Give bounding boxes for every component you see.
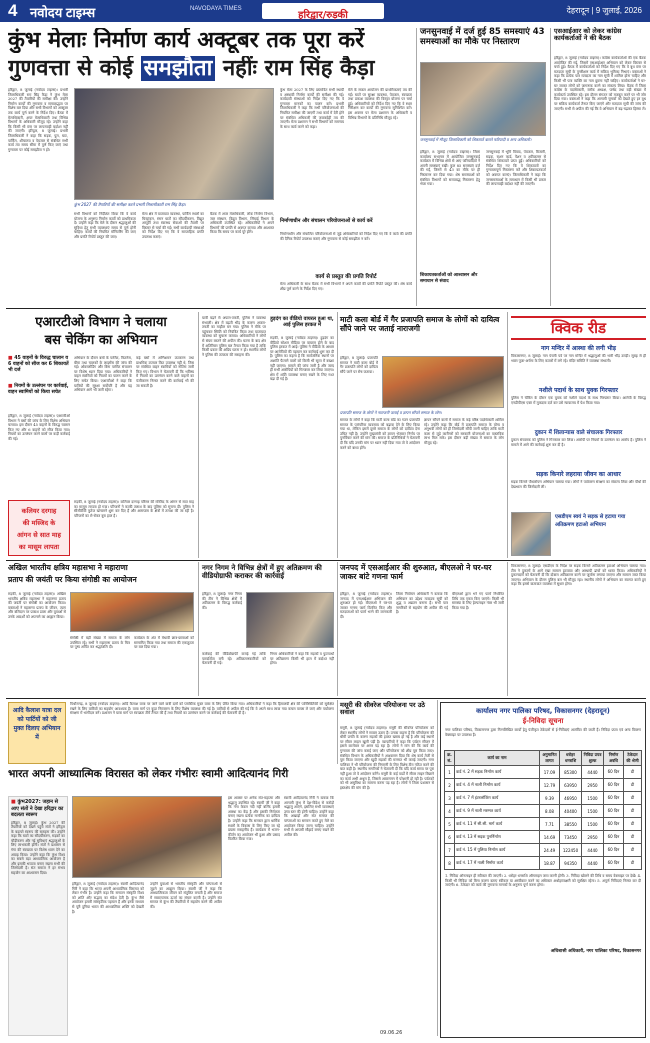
quick-item-4-body: सड़क किनारे पौधारोपण अभियान चलाया गया। लोगों ने पर्यावरण संरक्षण का संकल्प लिया और पौधों की देखभाल की जिम्मेदारी ली।: [511, 480, 646, 489]
mati-column-2: समाज के लोगों ने कहा कि माटी कला बोर्ड का गठन प्रजापति समाज के पारंपरिक व्यवसाय को बढ़ावा देने के लिए किया गया था, लेकिन इसमें दूसरे समाज के लोगों को दायित्व देना उचित नहीं है। उन्होंने मुख्यमंत्री को ज्ञापन भेजकर निर्णय पर पुनर्विचार करने की मांग की। समाज के प्रतिनिधियों ने चेतावनी दी कि यदि उनकी मांग पर ध्यान नहीं दिया गया तो वे आंदोलन करने को बाध्य होंगे।: [340, 418, 420, 450]
section-name: हरिद्वार/रुड़की: [298, 10, 348, 21]
tender-cell: 60 दिन: [604, 844, 624, 857]
section-label: [262, 3, 384, 19]
tender-col-header: ठेकेदार की श्रेणी: [624, 751, 642, 766]
tender-cell: 14.69: [540, 831, 560, 844]
mati-photo: [382, 356, 504, 408]
lead-headline-2: [8, 56, 412, 81]
column-divider: [416, 28, 417, 306]
column-divider: [337, 700, 338, 764]
art-bullet-1: [8, 356, 70, 374]
tender-office: कार्यालय नगर पालिका परिषद, विकासनगर (देहरादून): [476, 707, 610, 715]
bharat-column-4: स्वामी आदित्यानंद गिरी ने बताया कि आगामी कुंभ में देश-विदेश से करोड़ों श्रद्धालु आएंगे, इसलिए सभी व्यवस्थाएं उच्च स्तर की होनी चाहिए। उन्होंने कहा कि अखाड़ों और संत समाज की परंपराओं का सम्मान करते हुए मेले का आयोजन किया जाना चाहिए। उन्होंने सभी से आपसी सौहार्द बनाए रखने की अपील की।: [284, 796, 334, 837]
quick-item-5-body: विकासनगर, 8 जुलाई। एसडीएम के निर्देश पर सड़क किनारे अतिक्रमण हटाओ अभियान चलाया गया। टीम ने दुकानों के आगे रखा सामान हटवाया और अस्थायी ढांचों को ध्वस्त किया। अधिकारियों ने दुकानदारों को चेतावनी दी कि दोबारा अतिक्रमण करने पर जुर्माना लगाया जाएगा और सामान जब्त किया जाएगा। अभियान के दौरान पुलिस बल भी मौजूद रहा। स्थानीय लोगों ने अभियान का स्वागत करते हुए कहा कि इससे यातायात व्यवस्था में सुधार होगा।: [511, 564, 646, 587]
quick-item-3-head: दुकान में शिलान्यास वाले संचालक गिरफ्तार: [534, 430, 623, 436]
masthead: [0, 0, 650, 22]
art-column-1: हरिद्वार, 8 जुलाई (नवोदय टाइम्स)। एआरटीओ विभाग ने बसों की जांच के लिए विशेष अभियान चलाया। इस दौरान 45 वाहनों के विरुद्ध चालान किए गए और 6 वाहनों को सीज किया गया। नियमों का उल्लंघन करने वालों पर कड़ी कार्रवाई की गई।: [8, 414, 70, 441]
tender-cell: 2: [445, 779, 455, 792]
akhil-headline-2: प्रताप की जयंती पर किया संगोष्ठी का आयोजन: [8, 575, 137, 584]
tender-row: [445, 779, 642, 792]
section-rule: [6, 560, 646, 561]
bharat-column-3: इस अवसर पर अनेक संत-महात्मा और श्रद्धालु उपस्थित रहे। स्वामी जी ने कहा कि गंगा केवल नदी नहीं बल्कि हमारी आस्था का केंद्र है और इसकी निर्मलता बनाए रखना प्रत्येक नागरिक का दायित्व है। उन्होंने कहा कि सरकार द्वारा धार्मिक स्थलों के विकास के लिए किए जा रहे प्रयास सराहनीय हैं। कार्यक्रम में भजन-कीर्तन का आयोजन भी हुआ और प्रसाद वितरित किया गया।: [228, 796, 280, 842]
janpad-headline: जनपद में एसआईआर की शुरुआत, बीएलओ ने घर-घर जाकर बांटे गणना फार्म: [340, 563, 492, 581]
bharat-column-2: उन्होंने युवाओं से भारतीय संस्कृति और परंपराओं से जुड़ने का आह्वान किया। स्वामी जी ने कहा कि आध्यात्मिकता जीवन को संतुलित बनाती है और समाज में सकारात्मक ऊर्जा का संचार करती है। उन्होंने संत समाज से कुंभ की तैयारियों में सहयोग करने की अपील की।: [150, 882, 222, 909]
tender-row: [445, 766, 642, 779]
tender-cell: वार्ड नं. 9 में नाली मरम्मत कार्य: [455, 805, 540, 818]
tender-intro: नगर पालिका परिषद, विकासनगर द्वारा निम्नलिखित कार्यों हेतु पंजीकृत ठेकेदारों से ई-निविदाएं आमंत्रित की जाती हैं। निविदा प्रपत्र एवं अन्य विवरण वेबसाइट पर उपलब्ध हैं।: [445, 728, 641, 737]
tender-cell: 18.87: [540, 857, 560, 870]
tender-cell: 17.09: [540, 766, 560, 779]
lead-column-6: मेले के सफल आयोजन की प्राथमिकताएं तय की गईं। घाटों पर सुरक्षा व्यवस्था, पेयजल, स्वच्छता तथा प्रकाश व्यवस्था की विस्तृत योजना पर चर्चा हुई। अधिकारियों को निर्देश दिए गए कि वे स्थल निरीक्षण कर कार्यों की गुणवत्ता सुनिश्चित करें। इस अवसर पर मेला प्रशासन के अधिकारी व विभिन्न विभागों के प्रतिनिधि मौजूद रहे।: [348, 88, 412, 120]
tender-cell: 4440: [582, 857, 604, 870]
tender-cell: 2950: [582, 831, 604, 844]
tender-cell: 3: [445, 792, 455, 805]
tender-cell: 6: [445, 831, 455, 844]
art-bullet-1-text: 45 वाहनों के विरुद्ध चालान व 6 वाहनों को सीज कर 6 शिकायतें भी दर्ज: [8, 356, 69, 373]
paper-sub: NAVODAYA TIMES: [190, 6, 242, 12]
kalior-line-2: की मस्जिद के: [22, 519, 56, 527]
janpad-column-3: बीएलओ द्वारा भरे गए फार्म निर्धारित तिथि तक एकत्र किए जाएंगे। किसी भी समस्या के लिए हेल्पलाइन नंबर भी जारी किया गया है।: [452, 592, 504, 610]
lead-column-8: मेला अधिकारी के साथ बैठक में सभी विभागों ने अपने कार्यों की प्रगति रिपोर्ट प्रस्तुत की। शेष कार्य शीघ्र पूर्ण करने के निर्देश दिए गए।: [280, 282, 412, 291]
tender-title: ई-निविदा सूचना: [522, 717, 564, 725]
akhil-photo: [70, 592, 194, 632]
art-bullet-2-text: नियमों के उल्लंघन पर कार्रवाई, वाहन स्वामियों को किया सचेत: [8, 384, 69, 395]
tender-row: [445, 844, 642, 857]
paper-name: नवोदय टाइम्स: [30, 5, 96, 20]
lead-subhead-4: कार्य से प्रस्तुत की प्रगति रिपोर्ट: [315, 274, 377, 280]
hearing-column-2: जनसुनवाई में भूमि विवाद, पेयजल, बिजली, सड़क, राशन कार्ड, पेंशन व अतिक्रमण से संबंधित शिकायतें प्राप्त हुईं। अधिकारियों को निर्देश दिए गए कि वे शिकायतों का गुणवत्तापूर्ण निस्तारण करें और शिकायतकर्ता को अवगत कराएं। जिलाधिकारी ने कहा कि जनसमस्याओं के समाधान में किसी भी प्रकार की लापरवाही बर्दाश्त नहीं की जाएगी।: [486, 150, 546, 187]
nagar-column-2: कार्रवाई की वीडियोग्राफी कराई गई ताकि पारदर्शिता बनी रहे। अतिक्रमणकारियों को चेतावनी दी गई।: [202, 652, 266, 666]
column-divider: [337, 312, 338, 558]
tender-row: [445, 818, 642, 831]
nagar-headline: नगर निगम ने विभिन्न क्षेत्रों में हुए अतिक्रमण की वीडियोग्राफी कराकर की कार्रवाई: [202, 564, 322, 581]
tender-cell: 4440: [582, 844, 604, 857]
tender-notice: [440, 702, 646, 1038]
tender-cell: डी: [624, 831, 642, 844]
tender-cell: डी: [624, 844, 642, 857]
tender-cell: वार्ड नं. 17 में नाली निर्माण कार्य: [455, 857, 540, 870]
tender-cell: 73450: [560, 831, 582, 844]
tender-cell: वार्ड नं. 13 में सड़क पुनर्निर्माण: [455, 831, 540, 844]
tender-cell: 2950: [582, 779, 604, 792]
tender-col-header: धरोहर धनराशि: [560, 751, 582, 766]
mati-photo-caption: प्रजापति समाज के लोगों ने नाराजगी जताई व ज्ञापन सौंपते समाज के लोग।: [340, 410, 442, 415]
tender-cell: डी: [624, 792, 642, 805]
lead-column-7: निर्माणाधीन और संचालित परियोजनाओं से जुड़े अधिकारियों को निर्देश दिए गए कि वे कार्य की प्रगति की दैनिक रिपोर्ट उपलब्ध कराएं और गुणवत्ता से कोई समझौता न करें।: [280, 232, 412, 241]
bharat-sidebar-body: हरिद्वार, 8 जुलाई। कुंभ 2027 की तैयारियों को देखने पहुंचे संतों ने हरिद्वार के बदलते स्वरूप की सराहना की। उन्होंने कहा कि घाटों का सौंदर्यीकरण, सड़कों का चौड़ीकरण और नई सुविधाएं श्रद्धालुओं के लिए लाभकारी होंगी। संतों ने प्रशासन से गंगा की स्वच्छता पर विशेष ध्यान देने का आग्रह किया। उन्होंने कहा कि कुंभ विश्व का सबसे बड़ा आध्यात्मिक आयोजन है और इसकी भव्यता बनाए रखना सभी की जिम्मेदारी है। संत समाज ने हर संभव सहयोग का आश्वासन दिया।: [11, 820, 65, 876]
kalior-line-1: कलियर दरगाह: [21, 507, 57, 515]
lead-column-3: मेला क्षेत्र में यातायात व्यवस्था, पार्किंग स्थलों का चिन्हांकन, स्नान घाटों का सौंदर्यीकरण, विद्युत आपूर्ति तथा स्वास्थ्य सेवाओं की तैयारी पर विस्तार से चर्चा की गई। सभी कार्यदायी संस्थाओं को निर्देश दिए गए कि वे साप्ताहिक प्रगति उपलब्ध कराएं।: [142, 212, 204, 239]
nagar-photo: [246, 592, 334, 648]
quick-item-1-head: नाग मन्दिर में आस्था की लगी भीड़: [541, 345, 616, 352]
adi-column: पिथौरागढ़, 8 जुलाई (नवोदय टाइम्स)। आदि कैलाश यात्रा पर जाने वाले यात्री दलों को प्लास्टिक मुक्त यात्रा के लिए प्रेरित किया गया। अधिकारियों ने कहा कि हिमालयी क्षेत्र की पारिस्थितिकी को सुरक्षित रखने के लिए यात्रियों का सहयोग आवश्यक है। यात्रा मार्ग पर कूड़ा निस्तारण के लिए विशेष व्यवस्था की गई है। यात्रियों से अपील की गई कि वे अपने साथ लाया गया कचरा वापस ले जाएं और पर्यावरण संरक्षण में भागीदार बनें। प्रशासन ने यात्रा मार्ग पर स्वच्छता टीमें तैनात की हैं तथा नियमों का उल्लंघन करने पर कार्रवाई की चेतावनी दी है।: [70, 702, 334, 716]
sir-headline: एसआईआर को लेकर कांग्रेस कार्यकर्ताओं ने की बैठक: [554, 27, 622, 43]
tender-col-header: अनुमानित लागत: [540, 751, 560, 766]
tender-row: [445, 857, 642, 870]
tender-cell: डी: [624, 805, 642, 818]
mussoorie-column: मसूरी, 8 जुलाई (नवोदय टाइम्स)। मसूरी की सीवरेज परियोजना को लेकर स्थानीय लोगों ने सवाल उठाए हैं। उनका कहना है कि परियोजना की धीमी प्रगति के कारण सड़कों की हालत खराब हो गई है और कई स्थानों पर सीवर लाइन खुली पड़ी है। व्यापारियों ने कहा कि पर्यटन सीजन में इससे कारोबार पर असर पड़ रहा है। लोगों ने मांग की कि कार्य की गुणवत्ता की जांच कराई जाए और परियोजना को शीघ्र पूरा किया जाए। संबंधित विभाग के अधिकारियों ने आश्वासन दिया कि शेष कार्य तेजी से पूरा किया जाएगा और खुदी सड़कों की मरम्मत भी कराई जाएगी। नगर पालिका ने भी परियोजना की निगरानी के लिए विशेष टीम गठित करने की बात कही है। स्थानीय नागरिकों ने चेतावनी दी कि यदि कार्य समय पर पूरा नहीं हुआ तो वे आंदोलन करेंगे। मसूरी के कई वार्डों में सीवर लाइन बिछाने का कार्य अभी अधूरा है, जिससे आवागमन में परेशानी हो रही है। पर्यटकों को भी असुविधा का सामना करना पड़ रहा है। लोगों ने जिला प्रशासन से हस्तक्षेप की मांग की है।: [340, 726, 434, 790]
center-column-2: रुड़की, 8 जुलाई (नवोदय टाइम्स)। हुड़दंग का वीडियो सोशल मीडिया पर वायरल होने के बाद पुलिस हरकत में आई। पुलिस ने वीडियो के आधार पर आरोपियों की पहचान कर कार्रवाई शुरू कर दी है। पुलिस का कहना है कि सार्वजनिक स्थानों पर अशांति फैलाने वालों को किसी भी सूरत में बख्शा नहीं जाएगा। मामले की जांच जारी है और जल्द ही सभी आरोपियों को गिरफ्तार कर लिया जाएगा। क्षेत्र में शांति व्यवस्था बनाए रखने के लिए गश्त बढ़ा दी गई है।: [270, 336, 334, 382]
section-rule: [6, 698, 646, 699]
tender-col-header: निर्माण अवधि: [604, 751, 624, 766]
lead-column-1: हरिद्वार, 8 जुलाई (नवोदय टाइम्स)। प्रभारी जिलाधिकारी राम सिंह कैड़ा ने कुंभ मेला 2027 की तैयारियों की समीक्षा की। उन्होंने निर्माण कार्यों की गुणवत्ता व समयबद्धता पर विशेष बल दिया और सभी विभागों को अक्टूबर तक कार्य पूर्ण करने के निर्देश दिए। बैठक में मेलाधिकारी, अपर मेलाधिकारी तथा विभिन्न विभागों के अधिकारी मौजूद रहे। उन्होंने कहा कि किसी भी स्तर पर लापरवाही बर्दाश्त नहीं की जाएगी। हरिद्वार, 8 जुलाई। प्रभारी जिलाधिकारी ने कहा कि सड़क, पुल, घाट, पार्किंग, शौचालय व पेयजल से संबंधित सभी कार्य तय समय सीमा में पूर्ण किए जाएं तथा गुणवत्ता पर कोई समझौता न हो।: [8, 88, 68, 152]
column-divider: [507, 312, 508, 558]
tender-cell: 8: [445, 857, 455, 870]
lead-headline-1: कुंभ मेलाः निर्माण कार्य अक्टूबर तक पूरा करें: [8, 28, 365, 53]
tender-cell: 38550: [560, 818, 582, 831]
date: 9 जुलाई, 2026: [595, 6, 642, 15]
column-divider: [198, 562, 199, 696]
quick-item-3-body: दुकान संचालक को पुलिस ने गिरफ्तार कर लिया। आरोपी पर नियमों के उल्लंघन का आरोप है। पुलिस ने मामले में आगे की कार्रवाई शुरू कर दी है।: [511, 438, 646, 447]
tender-table: [444, 750, 642, 870]
tender-cell: 7: [445, 844, 455, 857]
lead-subhead-3: निर्माणाधीन और संचालन परियोजनाओं से कार्य करें: [280, 218, 373, 224]
hearing-subhead: शिकायतकर्ताओं को आश्वासन और समाधान से संवाद: [420, 273, 478, 284]
mati-column-3: ज्ञापन सौंपने वालों में समाज के कई वरिष्ठ पदाधिकारी शामिल रहे। उन्होंने कहा कि बोर्ड में प्रजापति समाज के योग्य व अनुभवी लोगों को ही जिम्मेदारी सौंपी जानी चाहिए ताकि माटी कला से जुड़े कारीगरों को सरकारी योजनाओं का वास्तविक लाभ मिल सके। इस दौरान बड़ी संख्या में समाज के लोग मौजूद रहे।: [424, 418, 504, 445]
hearing-photo-caption: जनसुनवाई में मौजूद जिलाधिकारी को शिकायतें बताते फरियादी व अन्य अधिकारी।: [420, 137, 532, 142]
column-divider: [198, 312, 199, 558]
lead-column-5: कुंभ मेला 2027 के लिए प्रस्तावित सभी स्थायी व अस्थायी निर्माण कार्यों की समीक्षा की गई। कार्यदायी संस्थाओं को निर्देश दिए गए कि वे गुणवत्ता मानकों का पालन करें। प्रभारी जिलाधिकारी ने कहा कि सभी परियोजनाओं की नियमित समीक्षा की जाएगी तथा कार्य में देरी होने पर संबंधित अधिकारी की जवाबदेही तय की जाएगी। मेला प्रशासन ने सभी विभागों को समन्वय के साथ कार्य करने को कहा।: [280, 88, 344, 129]
bharat-sidebar: [8, 796, 68, 1036]
quick-item-5-head: एसडीएम स्वयं ने सड़क से हटाया गया अतिक्रमण हटाओ अभियान: [555, 514, 626, 528]
tender-cell: 4440: [582, 766, 604, 779]
column-divider: [507, 562, 508, 696]
mati-column-1: हरिद्वार, 8 जुलाई। प्रजापति समाज ने माटी कला बोर्ड में गैर प्रजापति लोगों को दायित्व सौंपे जाने पर रोष जताया।: [340, 356, 378, 374]
tender-cell: 7.71: [540, 818, 560, 831]
center-column-1: यात्री बढ़ने से अफरा-तफरी, पुलिस ने व्यवस्था संभाली। क्षेत्र में बढ़ती भीड़ के कारण अफरा-तफरी का माहौल बन गया। पुलिस ने मौके पर पहुंचकर स्थिति को नियंत्रित किया तथा यातायात व्यवस्था को सुचारू कराया। अधिकारियों ने लोगों से संयम बरतने की अपील की। घटना के बाद क्षेत्र में अतिरिक्त पुलिस बल तैनात किया गया है ताकि किसी प्रकार की अप्रिय घटना न हो। स्थानीय लोगों ने पुलिस की तत्परता की सराहना की।: [202, 316, 266, 357]
tender-cell: 60 दिन: [604, 779, 624, 792]
tender-cell: 60 दिन: [604, 766, 624, 779]
art-headline-2: बस चेकिंग का अभियान: [44, 333, 158, 348]
bullet-icon: ■: [11, 799, 18, 805]
lead-headline-2a: गुणवत्ता से कोई: [8, 56, 141, 81]
quick-item-4-head: सड़क किनारे लहराया जीवन का आधार: [536, 471, 621, 478]
tender-row: [445, 792, 642, 805]
mati-headline: माटी कला बोर्ड में गैर प्रजापति समाज के लोगों को दायित्व सौंपे जाने पर जताई नाराजगी: [340, 315, 500, 333]
kalior-line-3: आंगन से सात माह: [17, 531, 61, 539]
tender-cell: डी: [624, 766, 642, 779]
lead-photo: [74, 88, 274, 200]
tender-cell: वार्ड नं. 7 में इंटरलॉकिंग कार्य: [455, 792, 540, 805]
page-number: 4: [8, 1, 18, 20]
lead-column-2: सभी विभागों को निर्देशित किया कि वे कार्य योजना के अनुरूप निर्माण कार्यों को प्राथमिकता दें। उन्होंने कहा कि मेले के दौरान श्रद्धालुओं की सुविधा हेतु सभी व्यवस्थाएं समय से पूर्ण होनी चाहिए। कार्यों की नियमित मॉनिटरिंग की जाए और प्रगति रिपोर्ट प्रस्तुत की जाए।: [74, 212, 136, 239]
tender-cell: 1500: [582, 818, 604, 831]
tender-cell: 24.49: [540, 844, 560, 857]
tender-cell: डी: [624, 857, 642, 870]
adi-text: आदि कैलाश यात्रा दल को पार्टियों को जी मुक्त दिलाए अभियान में: [12, 707, 62, 741]
tender-cell: 4: [445, 805, 455, 818]
tender-cell: 12.79: [540, 779, 560, 792]
akhil-column-1: रुड़की, 8 जुलाई (नवोदय टाइम्स)। अखिल भारतीय क्षत्रिय महासभा ने महाराणा प्रताप की जयंती पर संगोष्ठी का आयोजन किया। वक्ताओं ने महाराणा प्रताप के जीवन, त्याग और बलिदान पर प्रकाश डाला और युवाओं से उनके आदर्शों को अपनाने का आह्वान किया।: [8, 592, 66, 619]
footer-date: 09.06.26: [380, 1030, 403, 1036]
kalior-line-4: का मासूम लापता: [18, 543, 60, 551]
akhil-column-2: संगोष्ठी में बड़ी संख्या में समाज के लोग उपस्थित रहे। सभी ने महाराणा प्रताप के चित्र पर पुष्प अर्पित कर श्रद्धांजलि दी।: [70, 636, 130, 650]
tender-cell: 1500: [582, 792, 604, 805]
tender-cell: 1: [445, 766, 455, 779]
quick-item-2-head: नशीले पदार्थ के साथ युवक गिरफ्तार: [539, 387, 618, 394]
kalior-box: [8, 500, 70, 556]
quick-photo: [511, 512, 551, 556]
art-column-3: कई बसों में अग्निशमन उपकरण तथा प्राथमिक उपचार किट उपलब्ध नहीं थे, जिस पर संबंधित वाहन स्वामियों को नोटिस जारी किए गए। विभाग ने चेतावनी दी कि भविष्य में नियमों का उल्लंघन करने वाले वाहनों का पंजीकरण निरस्त करने की कार्रवाई भी की जा सकती है।: [136, 356, 194, 388]
tender-terms: 1. निविदा ऑनलाइन ही स्वीकार की जाएगी। 2. धरोहर धनराशि ऑनलाइन जमा करनी होगी। 3. निविदा खोलने की तिथि व समय वेबसाइट पर देखें। 4. किसी भी निविदा को बिना कारण बताए स्वीकार या अस्वीकार करने का अधिकार अधोहस्ताक्षरी को सुरक्षित रहेगा। 5. अपूर्ण निविदाएं निरस्त कर दी जाएंगी। 6. ठेकेदार को कार्य की गुणवत्ता मानकों के अनुरूप पूर्ण करना होगा।: [445, 874, 641, 888]
column-divider: [337, 562, 338, 696]
janpad-column-1: हरिद्वार, 8 जुलाई (नवोदय टाइम्स)। जनपद में एसआईआर अभियान की शुरुआत हो गई। बीएलओ ने घर-घर जाकर गणना फार्म वितरित किए और मतदाताओं को फार्म भरने की जानकारी दी।: [340, 592, 392, 619]
quick-read-label: क्विक रीड: [550, 319, 607, 337]
kalior-column: रुड़की, 8 जुलाई (नवोदय टाइम्स)। कलियर दरगाह परिसर की मस्जिद के आंगन से सात माह का मासूम लापता हो गया। परिजनों ने काफी तलाश के बाद पुलिस को सूचना दी। पुलिस ने सीसीटीवी फुटेज खंगालने शुरू कर दिए हैं और आसपास के क्षेत्रों में तलाश की जा रही है। परिजनों का रो-रोकर बुरा हाल है।: [74, 500, 194, 518]
bullet-icon: ■: [8, 384, 15, 389]
bharat-column-1: हरिद्वार, 8 जुलाई (नवोदय टाइम्स)। स्वामी आदित्यानंद गिरी ने कहा कि भारत अपनी आध्यात्मिक विरासत को लेकर गंभीर है। उन्होंने कहा कि सनातन संस्कृति विश्व को शांति और सद्भाव का संदेश देती है। कुंभ जैसे आयोजन हमारी सांस्कृतिक पहचान हैं और इनके माध्यम से पूरी दुनिया भारत की आध्यात्मिक शक्ति को देखती है।: [72, 882, 144, 914]
tender-cell: 8.08: [540, 805, 560, 818]
tender-row: [445, 831, 642, 844]
section-rule: [6, 308, 646, 309]
art-subhead: हुड़दंग का वीडियो वायरल हुआ था, आई पुलिस हरकत में: [270, 316, 334, 328]
hearing-headline: जनसुनवाई में दर्ज हुई 85 समस्याएं 43 समस्याओं का मौके पर निस्तारण: [420, 27, 545, 47]
column-divider: [437, 700, 438, 1036]
quick-item-2-body: पुलिस ने चेकिंग के दौरान एक युवक को नशीले पदार्थ के साथ गिरफ्तार किया। आरोपी के विरुद्ध एनडीपीएस एक्ट में मुकदमा दर्ज कर उसे न्यायालय में पेश किया गया।: [511, 396, 646, 405]
tender-header-row: [445, 751, 642, 766]
tender-cell: 60 दिन: [604, 857, 624, 870]
tender-cell: 60 दिन: [604, 792, 624, 805]
lead-column-4: बैठक में अपर मेलाधिकारी, लोक निर्माण विभाग, जल संस्थान, विद्युत विभाग, सिंचाई विभाग के अधिकारी उपस्थित रहे। अधिकारियों ने अपने विभागों की प्रगति से अवगत कराया और आश्वस्त किया कि समय पर कार्य पूरे होंगे।: [210, 212, 274, 235]
tender-col-header: क्र. सं.: [445, 751, 455, 766]
sir-column: हरिद्वार, 8 जुलाई (नवोदय टाइम्स)। कांग्रेस कार्यकर्ताओं की एक बैठक आयोजित की गई, जिसमें एसआईआर अभियान को लेकर विस्तार से चर्चा हुई। बैठक में कार्यकर्ताओं को निर्देश दिए गए कि वे बूथ स्तर पर मतदाता सूची के पुनरीक्षण कार्य में सक्रिय भूमिका निभाएं। वक्ताओं ने कहा कि प्रत्येक पात्र मतदाता का नाम सूची में शामिल होना चाहिए और किसी भी पात्र व्यक्ति का नाम छूटना नहीं चाहिए। कार्यकर्ताओं ने घर-घर जाकर लोगों को जागरूक करने का संकल्प लिया। बैठक में जिला कांग्रेस के पदाधिकारी, ब्लॉक अध्यक्ष, पार्षद तथा बड़ी संख्या में कार्यकर्ता उपस्थित रहे। इस दौरान संगठन को मजबूत करने पर भी जोर दिया गया। वक्ताओं ने कहा कि आगामी चुनावों को देखते हुए हर बूथ पर सक्रिय कार्यकर्ता तैनात किए जाएंगे और मतदाता सूची की जांच की जाएगी। सभी से अपील की गई कि वे अभियान में बढ़-चढ़कर हिस्सा लें।: [554, 56, 646, 111]
lead-headline-2c: नहींः राम सिंह कैड़ा: [215, 56, 375, 81]
tender-cell: 40400: [560, 805, 582, 818]
bharat-sidebar-heading-text: कुंभ2027: जहान से आए संतों ने देखा हरिद्वार का बदलता स्वरूप: [11, 799, 64, 818]
tender-cell: 60 दिन: [604, 818, 624, 831]
tender-cell: 122450: [560, 844, 582, 857]
art-bullet-2: [8, 384, 70, 396]
tender-cell: डी: [624, 779, 642, 792]
nagar-column-1: हरिद्वार, 8 जुलाई। नगर निगम की टीम ने विभिन्न क्षेत्रों में अतिक्रमण के विरुद्ध कार्रवाई की।: [202, 592, 242, 610]
tender-cell: वार्ड नं. 15 में पुलिया निर्माण कार्य: [455, 844, 540, 857]
hearing-column-1: हरिद्वार, 8 जुलाई (नवोदय टाइम्स)। जिला कार्यालय सभागार में आयोजित जनसुनवाई कार्यक्रम में विभिन्न क्षेत्रों से आए फरियादियों ने अपनी समस्याएं रखीं। कुल 85 समस्याएं दर्ज की गईं, जिनमें से 43 का मौके पर ही निस्तारण कर दिया गया। शेष समस्याओं को संबंधित विभागों को समयबद्ध निस्तारण हेतु भेजा गया।: [420, 150, 480, 187]
tender-cell: 1500: [582, 805, 604, 818]
mussoorie-headline: मसूरी की सीवरेज परियोजना पर उठे सवाल: [340, 701, 426, 717]
tender-col-header: निविदा प्रपत्र शुल्क: [582, 751, 604, 766]
tender-cell: 63950: [560, 779, 582, 792]
akhil-column-3: कार्यक्रम के अंत में मेधावी छात्र-छात्राओं को सम्मानित किया गया तथा समाज की एकजुटता पर बल दिया गया।: [134, 636, 194, 650]
art-column-2: अभियान के दौरान बसों के परमिट, फिटनेस, बीमा तथा चालकों के लाइसेंस की जांच की गई। ओवरलोडिंग और बिना परमिट संचालन पर विशेष ध्यान दिया गया। अधिकारियों ने वाहन स्वामियों को नियमों का पालन करने के लिए सचेत किया। एआरटीओ ने कहा कि यात्रियों की सुरक्षा सर्वोपरि है और यह अभियान आगे भी जारी रहेगा।: [74, 356, 132, 393]
janpad-column-2: जिला निर्वाचन अधिकारी ने बताया कि अभियान का उद्देश्य मतदाता सूची को शुद्ध व अद्यतन बनाना है। सभी पात्र नागरिकों से सहयोग की अपील की गई है।: [396, 592, 448, 615]
lead-photo-caption: कुंभ 2027 की तैयारियों की समीक्षा करते प्रभारी मिलाधीकारी राम सिंह कैड़ा।: [74, 202, 186, 207]
hearing-photo: [420, 62, 546, 136]
lead-headline-2b: समझौता: [141, 56, 216, 81]
tender-officer: अधिशासी अधिकारी, नगर पालिका परिषद, विकासनगर: [550, 949, 641, 954]
tender-cell: वार्ड नं. 11 में सी.सी. मार्ग कार्य: [455, 818, 540, 831]
tender-cell: वार्ड नं. 2 में सड़क निर्माण कार्य: [455, 766, 540, 779]
art-headline-1: एआरटीओ विभाग ने चलाया: [35, 315, 167, 330]
adi-box: [8, 702, 66, 764]
bharat-sidebar-heading: [11, 799, 65, 819]
tender-cell: 9.39: [540, 792, 560, 805]
bharat-headline: भारत अपनी आध्यात्मिक विरासत को लेकर गंभीरः स्वामी आदित्यानंद गिरी: [8, 768, 289, 780]
tender-col-header: कार्य का नाम: [455, 751, 540, 766]
quick-read-banner: [511, 316, 646, 340]
quick-item-1-body: विकासनगर, 8 जुलाई। नाग पंचमी पर्व पर नाग मन्दिर में श्रद्धालुओं की भारी भीड़ उमड़ी। सुबह से ही भक्त पूजा-अर्चना के लिए कतारों में लगे रहे। मंदिर समिति ने व्यवस्था संभाली।: [511, 354, 646, 363]
akhil-headline-1: अखिल भारतीय क्षत्रिय महासभा ने महाराणा: [8, 563, 128, 572]
tender-row: [445, 805, 642, 818]
tender-cell: 94350: [560, 857, 582, 870]
bharat-photo: [72, 796, 222, 878]
bullet-icon: ■: [8, 356, 15, 361]
tender-cell: 5: [445, 818, 455, 831]
column-divider: [550, 28, 551, 306]
tender-cell: 46950: [560, 792, 582, 805]
tender-cell: 60 दिन: [604, 831, 624, 844]
tender-cell: डी: [624, 818, 642, 831]
tender-cell: वार्ड नं. 4 में नाली निर्माण कार्य: [455, 779, 540, 792]
tender-cell: 85300: [560, 766, 582, 779]
nagar-column-3: निगम अधिकारियों ने कहा कि सड़कों व फुटपाथों पर अतिक्रमण किसी भी हाल में बर्दाश्त नहीं होगा।: [270, 652, 334, 666]
dateline: देहरादून | 9 जुलाई, 2026: [566, 6, 642, 15]
tender-cell: 60 दिन: [604, 805, 624, 818]
city: देहरादून: [566, 6, 590, 15]
